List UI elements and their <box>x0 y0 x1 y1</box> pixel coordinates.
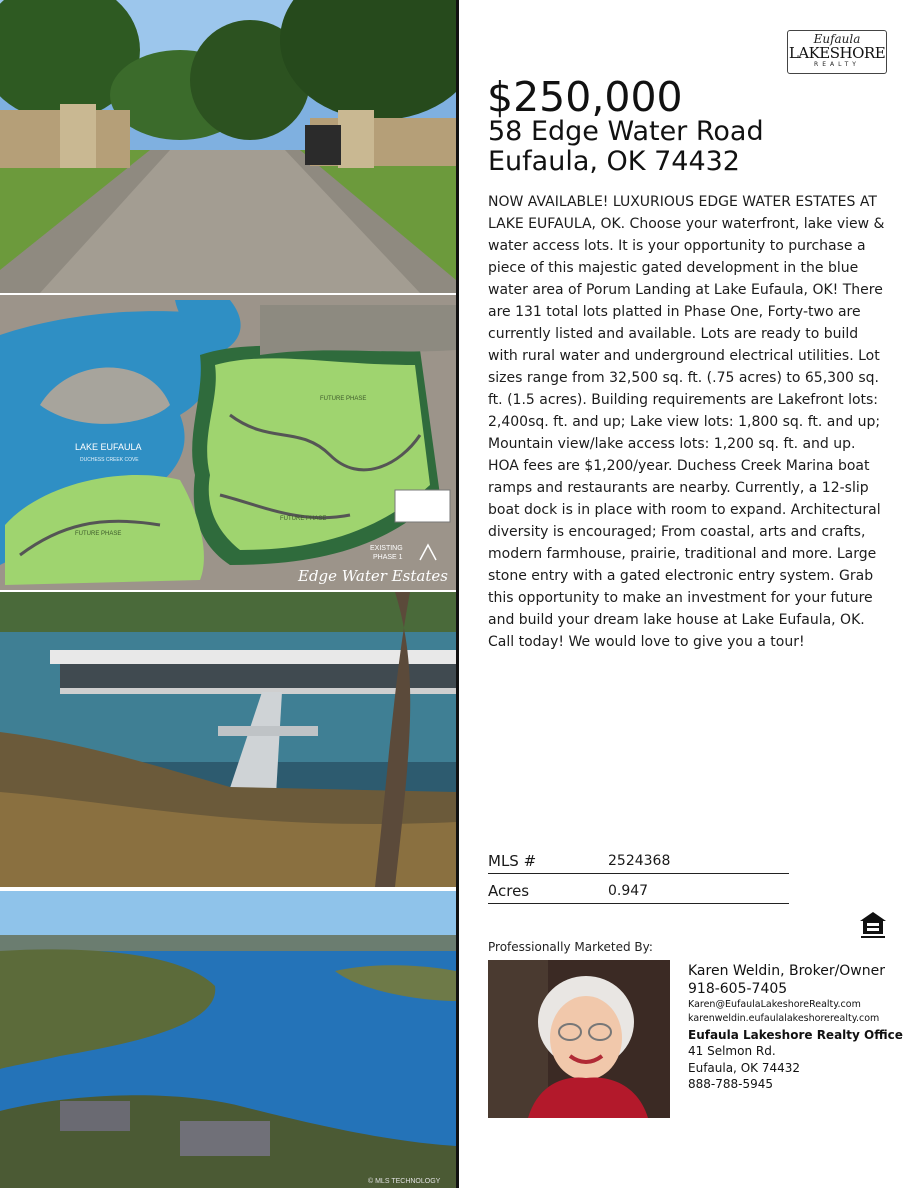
equal-housing-icon <box>858 910 888 940</box>
map-future-phase-2: FUTURE PHASE <box>280 516 327 522</box>
agent-email[interactable]: Karen@EufaulaLakeshoreRealty.com <box>688 999 861 1010</box>
logo-line2: LAKESHORE <box>788 44 886 62</box>
fact-label: MLS # <box>488 852 537 870</box>
fact-value: 2524368 <box>608 853 671 869</box>
boat-dock-photo <box>0 592 456 887</box>
office-phone[interactable]: 888-788-5945 <box>688 1077 774 1091</box>
plat-map <box>0 295 456 590</box>
agent-website[interactable]: karenweldin.eufaulalakeshorerealty.com <box>688 1013 880 1024</box>
aerial-lake-photo <box>0 891 456 1188</box>
office-street: 41 Selmon Rd. <box>688 1044 776 1058</box>
map-brand: Edge Water Estates <box>298 567 448 585</box>
listing-description: NOW AVAILABLE! LUXURIOUS EDGE WATER ESTATES AT LAKE EUFAULA, OK. Choose your waterfront, lake view & water access lots. It is your opportunity to purchase a piece of this majestic gated development in the blue water area of Porum Landing at Lake Eufaula, OK! There are 131 total lots platted in Phase One, Forty-two are currently listed and available. Lots are ready to build with rural water and underground electrical utilities. Lot sizes range from 32,500 sq. ft. (.75 acres) to 65,300 sq. ft. (1.5 acres). Building requirements are Lakefront lots: 2,400sq. ft. and up; Lake view lots: 1,800 sq. ft. and up; Mountain view/lake access lots: 1,200 sq. ft. and up. HOA fees are $1,200/year. Duchess Creek Marina boat ramps and restaurants are nearby. Currently, a 12-slip boat dock is in place with room to expand. Architectural diversity is encouraged; From coastal, arts and crafts, modern farmhouse, prairie, traditional and more. Large stone entry with a gated electronic entry system. Grab this opportunity to make an investment for your future and build your dream lake house at Lake Eufaula, OK. Call today! We would love to give you a tour! <box>488 194 885 650</box>
address-line2: Eufaula, OK 74432 <box>488 146 740 177</box>
listing-price: $250,000 <box>487 73 683 121</box>
fact-mls <box>488 848 789 874</box>
fact-value: 0.947 <box>608 883 649 899</box>
logo-line3: REALTY <box>814 61 860 68</box>
fact-label: Acres <box>488 882 530 900</box>
map-lake-label: LAKE EUFAULA <box>75 442 142 452</box>
map-existing-phase: EXISTING <box>370 545 403 552</box>
brokerage-logo <box>787 30 887 74</box>
agent-contact <box>688 962 908 1093</box>
agent-name: Karen Weldin, Broker/Owner <box>688 963 885 979</box>
agent-phone[interactable]: 918-605-7405 <box>688 981 788 997</box>
map-future-phase-1: FUTURE PHASE <box>320 396 367 402</box>
office-city: Eufaula, OK 74432 <box>688 1060 800 1075</box>
photo-credit: © MLS TECHNOLOGY <box>368 1178 441 1185</box>
column-divider <box>456 0 459 1188</box>
fact-acres <box>488 878 789 904</box>
map-existing-phase-2: PHASE 1 <box>373 554 403 561</box>
marketed-by-label: Professionally Marketed By: <box>488 940 653 954</box>
map-lake-sublabel: DUCHESS CREEK COVE <box>80 457 139 463</box>
photo-column <box>0 0 458 1188</box>
agent-photo <box>488 960 670 1118</box>
entry-gate-photo <box>0 0 456 293</box>
map-future-phase-3: FUTURE PHASE <box>75 531 122 537</box>
address-line1: 58 Edge Water Road <box>488 116 764 147</box>
logo-line1: Eufaula <box>813 32 861 46</box>
office-name: Eufaula Lakeshore Realty Office <box>688 1028 903 1042</box>
